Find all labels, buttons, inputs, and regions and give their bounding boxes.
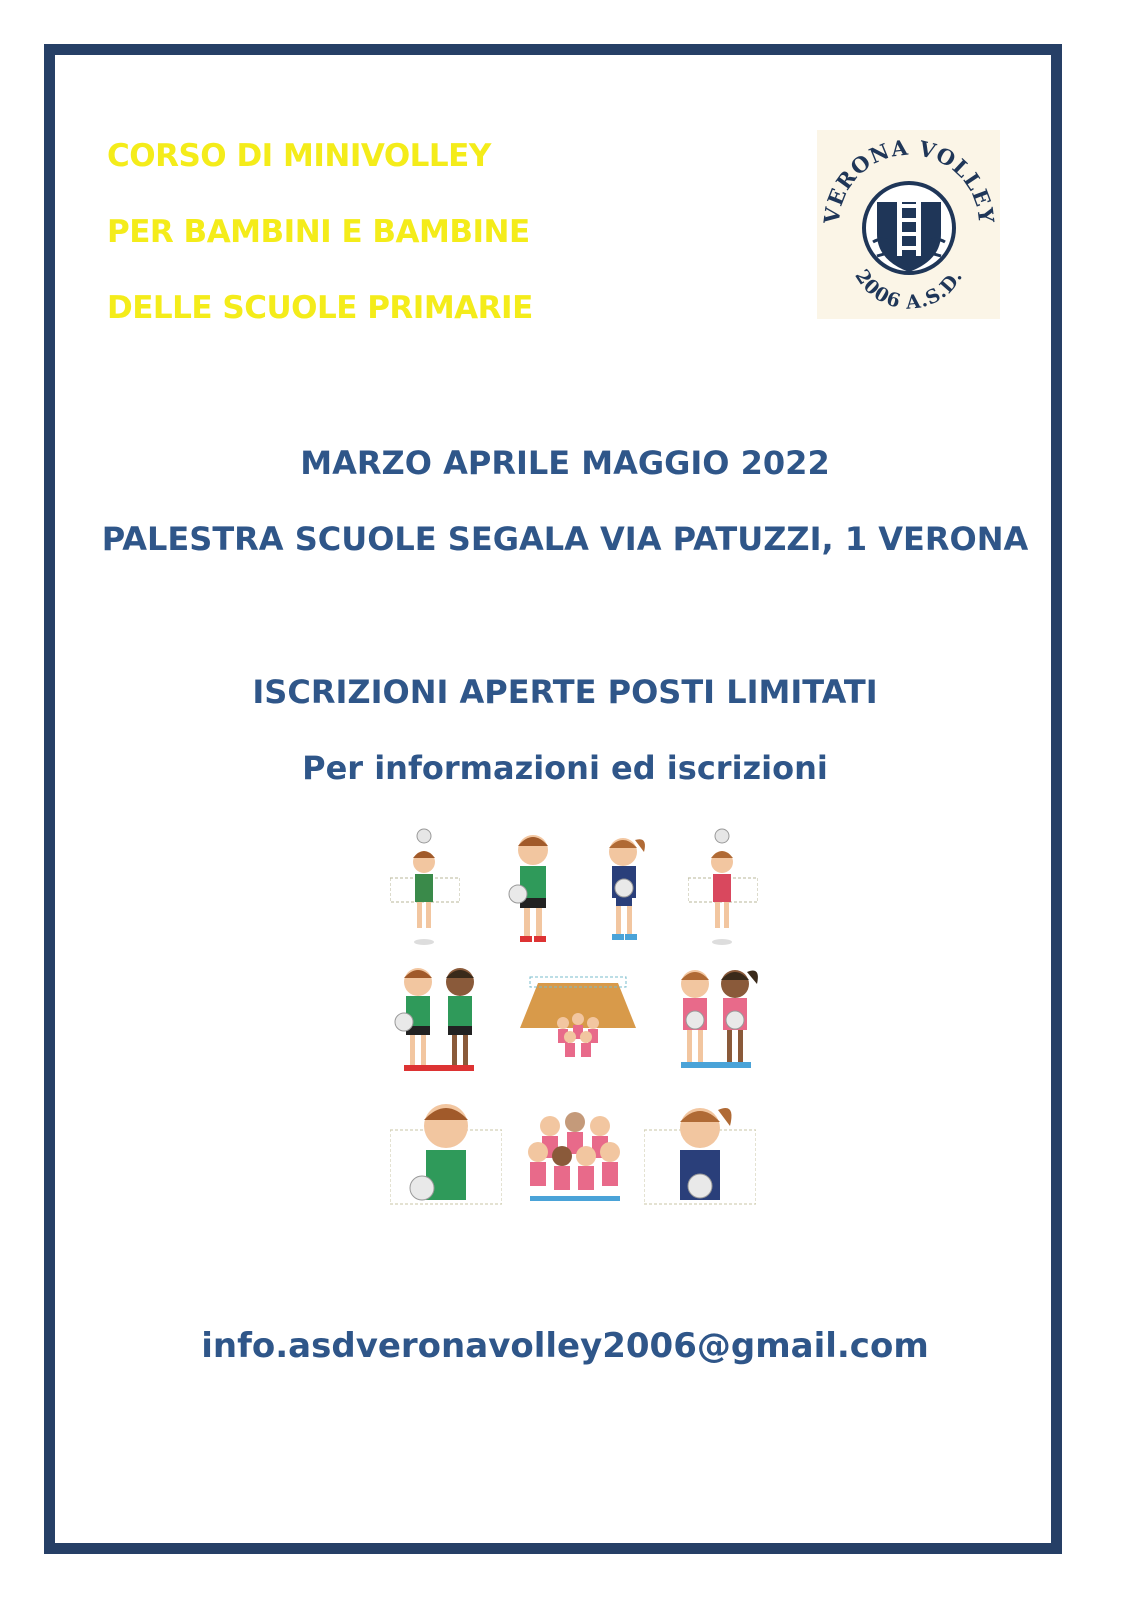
- court-team-icon: [518, 973, 638, 1063]
- kid-jumping-net-icon: [390, 828, 460, 948]
- boy-at-net-icon: [390, 1100, 502, 1208]
- logo-bottom-text: 2006 A.S.D.: [850, 265, 968, 314]
- two-girls-icon: [665, 960, 765, 1080]
- heading-line-2: PER BAMBINI E BAMBINE: [107, 214, 530, 250]
- girl-at-net-icon: [644, 1100, 756, 1208]
- contact-email-link[interactable]: info.asdveronavolley2006@gmail.com: [201, 1326, 929, 1366]
- info-label: Per informazioni ed iscrizioni: [302, 749, 828, 787]
- heading-line-1: CORSO DI MINIVOLLEY: [107, 138, 491, 174]
- girl-jumping-net-icon: [688, 828, 758, 948]
- girls-team-icon: [520, 1108, 630, 1208]
- heading-line-3: DELLE SCUOLE PRIMARIE: [107, 290, 533, 326]
- dates-line: MARZO APRILE MAGGIO 2022: [300, 444, 830, 482]
- girl-holding-ball-icon: [590, 828, 660, 948]
- two-boys-icon: [390, 960, 490, 1080]
- boy-holding-ball-icon: [498, 828, 568, 948]
- logo-emblem-icon: [817, 130, 1000, 319]
- volleyball-kids-illustrations: [380, 818, 770, 1218]
- verona-volley-logo: [817, 130, 1000, 319]
- logo-top-text: VERONA VOLLEY: [818, 134, 1000, 226]
- registration-status: ISCRIZIONI APERTE POSTI LIMITATI: [252, 673, 878, 711]
- venue-line: PALESTRA SCUOLE SEGALA VIA PATUZZI, 1 VERONA: [101, 520, 1029, 558]
